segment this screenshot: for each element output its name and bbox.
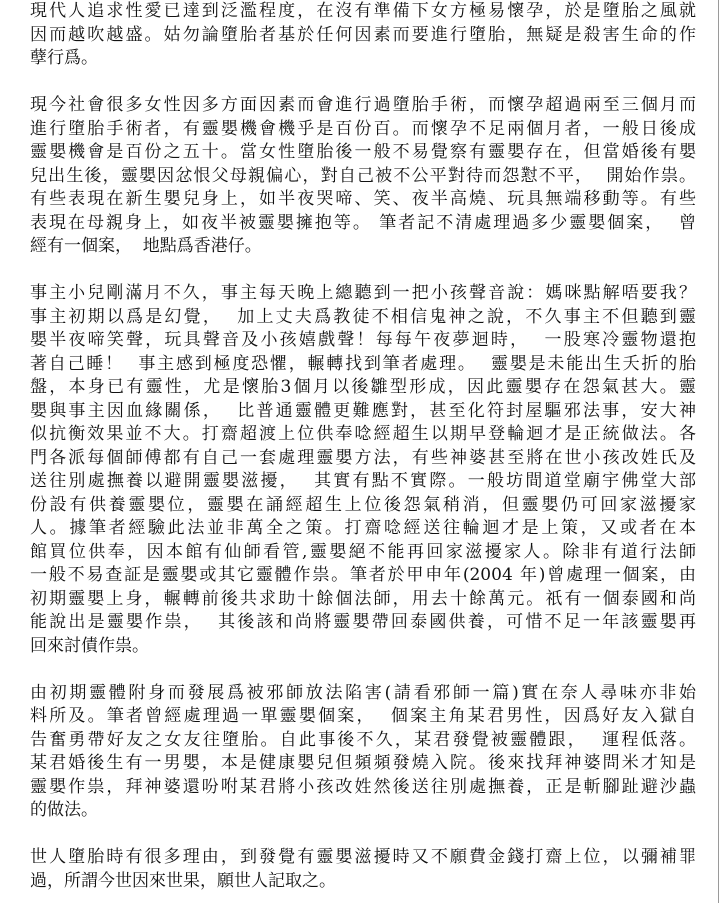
- text-line: 經有一個案， 地點爲香港仔。: [30, 236, 262, 256]
- text-line: 盤，本身已有靈性，尤是懷胎3個月以後雛型形成，因此靈嬰存在怨氣甚大。靈: [30, 377, 696, 397]
- text-line: 著自己睡！ 事主感到極度恐懼，輾轉找到筆者處理。 靈嬰是未能出生夭折的胎: [30, 353, 696, 374]
- text-line: 一般不易查証是靈嬰或其它靈體作祟。筆者於甲申年(2004 年)曾處理一個案，由: [30, 565, 696, 585]
- text-line: 進行墮胎手術者，有靈嬰機會機乎是百份百。而懷孕不足兩個月者，一般日後成: [30, 118, 696, 139]
- text-line: 人。據筆者經驗此法並非萬全之策。打齋唸經送往輪迴才是上策，又或者在本: [30, 518, 696, 538]
- text-line: 回來討債作祟。: [30, 635, 149, 656]
- text-line: 送往別處撫養以避開靈嬰滋擾， 其實有點不實際。一般坊間道堂廟宇佛堂大部: [30, 471, 696, 491]
- text-line: 事主小兒剛滿月不久，事主每天晚上總聽到一把小孩聲音說：媽咪點解唔要我？: [30, 283, 696, 303]
- text-line: 靈嬰機會是百份之五十。當女性墮胎後一般不易覺察有靈嬰存在，但當婚後有嬰: [30, 142, 696, 162]
- paragraph-4: [30, 682, 696, 823]
- text-line: 靈嬰作祟，拜神婆還吩咐某君將小孩改姓然後送往別處撫養，正是斬腳趾避沙蟲: [30, 776, 696, 797]
- text-line: 因而越吹越盛。姑勿論墮胎者基於任何因素而要進行墮胎，無疑是殺害生命的作: [30, 24, 696, 45]
- text-line: 料所及。筆者曾經處理過一單靈嬰個案， 個案主角某君男性，因爲好友入獄自: [30, 706, 696, 726]
- text-line: 嬰半夜啼笑聲，玩具聲音及小孩嬉戲聲！每每午夜夢迴時， 一股寒冷靈物還抱: [30, 330, 696, 350]
- text-line: 事主初期以爲是幻覺， 加上丈夫爲教徒不相信鬼神之說，不久事主不但聽到靈: [30, 306, 696, 327]
- text-line: 世人墮胎時有很多理由，到發覺有靈嬰滋擾時又不願費金錢打齋上位，以彌補罪: [30, 847, 696, 867]
- text-line: 似抗衡效果並不大。打齋超渡上位供奉唸經超生以期早登輪迴才是正統做法。各: [30, 424, 696, 444]
- document-body: [30, 0, 696, 917]
- page-edge-divider: [718, 0, 719, 903]
- text-line: 現今社會很多女性因多方面因素而會進行過墮胎手術，而懷孕超過兩至三個月而: [30, 95, 696, 115]
- text-line: 館買位供奉，因本館有仙師看管,靈嬰絕不能再回家滋擾家人。除非有道行法師: [30, 541, 696, 562]
- text-line: 門各派每個師傅都有自己一套處理靈嬰方法，有些神婆甚至將在世小孩改姓氏及: [30, 447, 696, 468]
- text-line: 由初期靈體附身而發展爲被邪師放法陷害(請看邪師一篇)實在奈人尋味亦非始: [30, 682, 696, 703]
- paragraph-2: [30, 94, 696, 259]
- text-line: 表現在母親身上，如夜半被靈嬰擁抱等。 筆者記不清處理過多少靈嬰個案， 曾: [30, 212, 696, 233]
- text-line: 某君婚後生有一男嬰，本是健康嬰兒但頻頻發燒入院。後來找拜神婆問米才知是: [30, 753, 696, 773]
- paragraph-5: [30, 846, 696, 893]
- paragraph-3: [30, 282, 696, 658]
- text-line: 能說出是靈嬰作祟， 其後該和尚將靈嬰帶回泰國供養，可惜不足一年該靈嬰再: [30, 612, 696, 632]
- text-line: 現代人追求性愛已達到泛濫程度，在沒有準備下女方極易懷孕，於是墮胎之風就: [30, 1, 696, 21]
- text-line: 兒出生後，靈嬰因忿恨父母親偏心，對自己被不公平對待而怨懟不平， 開始作祟。: [30, 165, 696, 186]
- text-line: 初期靈嬰上身，輾轉前後共求助十餘個法師，用去十餘萬元。祇有一個泰國和尚: [30, 588, 696, 609]
- text-line: 的做法。: [30, 800, 98, 820]
- text-line: 份設有供養靈嬰位，靈嬰在誦經超生上位後怨氣稍消，但靈嬰仍可回家滋擾家: [30, 494, 696, 515]
- paragraph-1: [30, 0, 696, 71]
- text-line: 孽行爲。: [30, 48, 98, 68]
- text-line: 告奮勇帶好友之女友往墮胎。自此事後不久，某君發覺被靈體跟， 運程低落。: [30, 729, 696, 750]
- text-line: 有些表現在新生嬰兒身上，如半夜哭啼、笑、夜半高燒、玩具無端移動等。有些: [30, 189, 696, 209]
- text-line: 嬰與事主因血緣關係， 比普通靈體更難應對，甚至化符封屋驅邪法事，安大神: [30, 400, 696, 421]
- text-line: 過，所謂今世因來世果，願世人記取之。: [30, 870, 336, 891]
